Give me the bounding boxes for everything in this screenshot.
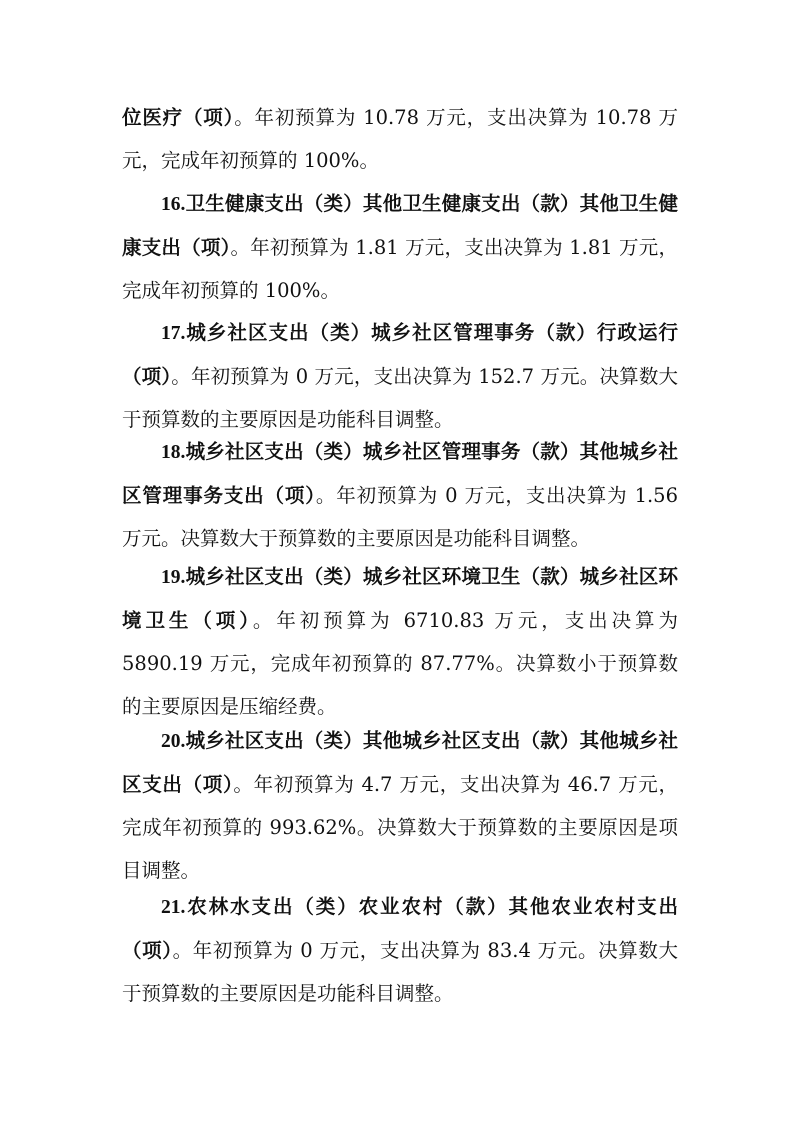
paragraph-20-title: 城乡社区支出（类）其他城乡社区支出（款）其他城乡社区支出（项） — [122, 729, 678, 796]
paragraph-17-number: 17. — [161, 323, 186, 344]
paragraph-21-number: 21. — [161, 897, 186, 918]
paragraph-18-body: 。年初预算为 0 万元，支出决算为 1.56 万元。决算数大于预算数的主要原因是功能科目调整。 — [122, 484, 678, 550]
paragraph-21-body: 。年初预算为 0 万元，支出决算为 83.4 万元。决算数大于预算数的主要原因是功能科目调整。 — [122, 939, 678, 1005]
paragraph-18 — [122, 430, 678, 560]
paragraph-21 — [122, 885, 678, 1015]
paragraph-18-title: 城乡社区支出（类）城乡社区管理事务（款）其他城乡社区管理事务支出（项） — [122, 440, 678, 507]
paragraph-19-number: 19. — [161, 567, 186, 588]
paragraph-16-body: 。年初预算为 1.81 万元，支出决算为 1.81 万元，完成年初预算的 100%。 — [122, 236, 678, 302]
paragraph-19-body: 。年初预算为 6710.83 万元，支出决算为 5890.19 万元，完成年初预算的 87.77%。决算数小于预算数的主要原因是压缩经费。 — [122, 609, 678, 718]
paragraph-17-body: 。年初预算为 0 万元，支出决算为 152.7 万元。决算数大于预算数的主要原因是功能科目调整。 — [122, 365, 678, 431]
paragraph-20-number: 20. — [161, 731, 186, 752]
paragraph-17-title: 城乡社区支出（类）城乡社区管理事务（款）行政运行（项） — [122, 321, 678, 388]
paragraph-18-number: 18. — [161, 442, 186, 463]
paragraph-16-title: 卫生健康支出（类）其他卫生健康支出（款）其他卫生健康支出（项） — [122, 192, 678, 259]
paragraph-15-continued — [122, 96, 678, 182]
paragraph-15-body: 。年初预算为 10.78 万元，支出决算为 10.78 万元，完成年初预算的 100%。 — [122, 106, 678, 172]
paragraph-21-title: 农林水支出（类）农业农村（款）其他农业农村支出（项） — [122, 895, 678, 962]
paragraph-20 — [122, 719, 678, 892]
paragraph-16-number: 16. — [161, 194, 186, 215]
paragraph-16 — [122, 182, 678, 312]
paragraph-15-title: 位医疗（项） — [122, 106, 235, 129]
paragraph-19 — [122, 555, 678, 728]
paragraph-20-body: 。年初预算为 4.7 万元，支出决算为 46.7 万元，完成年初预算的 993.62%。决算数大于预算数的主要原因是项目调整。 — [122, 773, 678, 882]
paragraph-19-title: 城乡社区支出（类）城乡社区环境卫生（款）城乡社区环境卫生（项） — [122, 565, 678, 632]
paragraph-17 — [122, 311, 678, 441]
